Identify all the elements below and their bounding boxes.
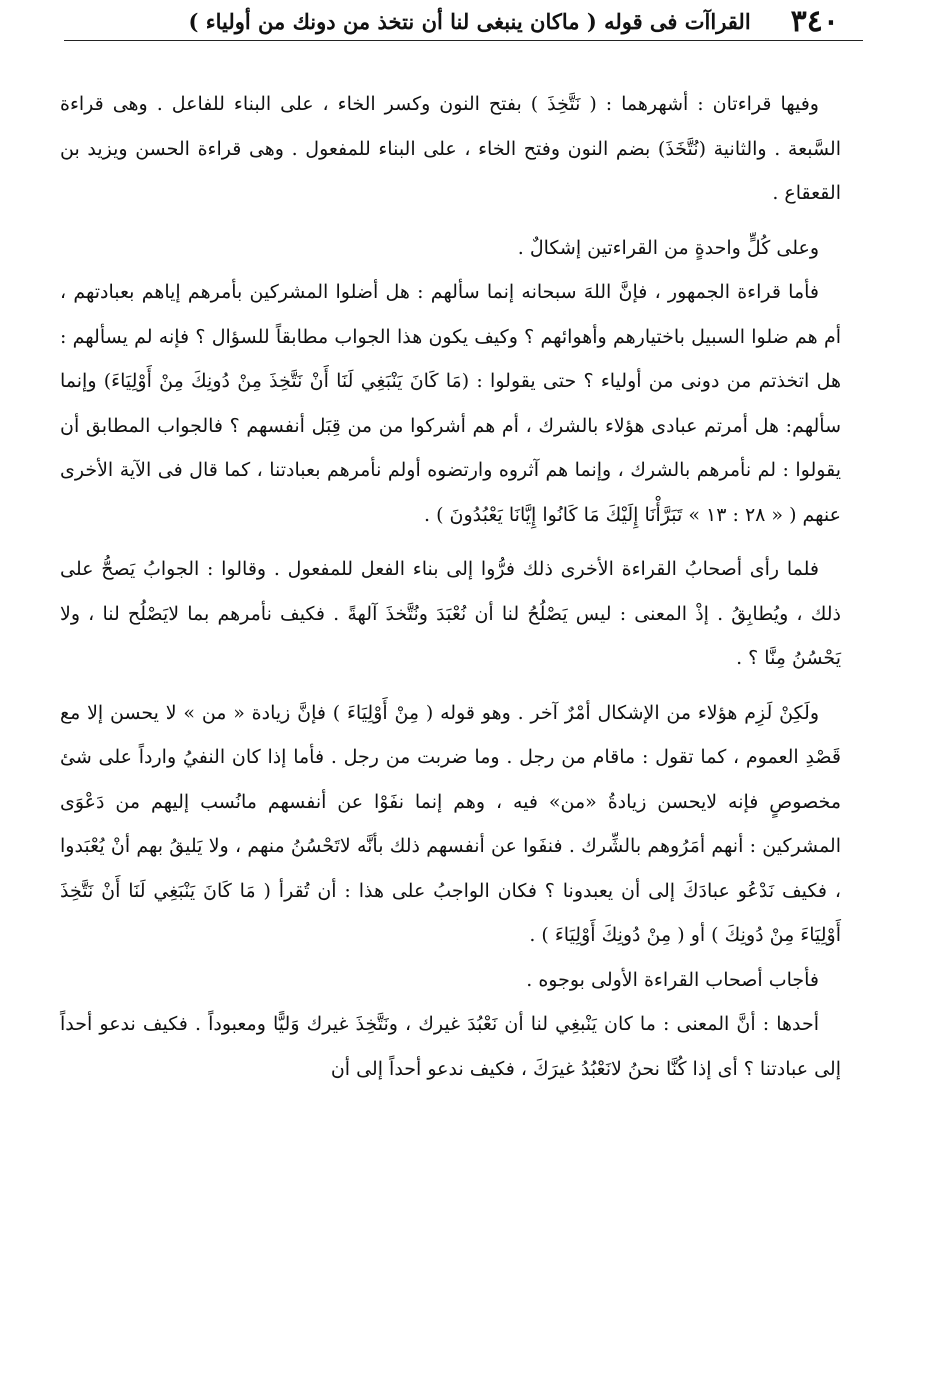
paragraph-majority-reading: فأما قراءة الجمهور ، فإنَّ اللهَ سبحانه إنما سألهم : هل أضلوا المشركين بأمرهم إياهم بعبادتهم ، أم هم ضلوا السبيل باختيارهم وأهوائهم ؟ وكيف يكون هذا الجواب مطابقاً للسؤال ؟ فإنه لم يسألهم : هل اتخذتم من دونى من أولياء ؟ حتى يقولوا : (مَا كَانَ يَنْبَغِي لَنَا أَنْ نَتَّخِذَ مِنْ دُونِكَ مِنْ أَوْلِيَاءَ) وإنما سألهم: هل أمرتم عبادى هؤلاء بالشرك ، أم هم أشركوا من من قِبَل أنفسهم ؟ فالجواب المطابق أن يقولوا : لم نأمرهم بالشرك ، وإنما هم آثروه وارتضوه أولم نأمرهم بعبادتنا ، كما قال فى الآية الأخرى عنهم ( « ٢٨ : ١٣ » تَبَرَّأْنَا إِلَيْكَ مَا كَانُوا إِيَّانَا يَعْبُدُونَ ) .: [60, 281, 841, 526]
running-title: القراآت فى قوله ( ماكان ينبغى لنا أن نتخذ من دونك من أولياء ): [188, 8, 751, 34]
paragraph-reply: فأجاب أصحاب القراءة الأولى بوجوه .: [526, 968, 819, 991]
page-number: ٣٤٠: [790, 3, 839, 39]
body-text: [60, 82, 841, 1101]
paragraph-passive-reading: فلما رأى أصحابُ القراءة الأخرى ذلك فرُّوا إلى بناء الفعل للمفعول . وقالوا : الجوابُ يَصحُّ على ذلك ، ويُطابِقُ . إذْ المعنى : ليس يَصْلُحُ لنا أن نُعْبَدَ ونُتَّخذَ آلهةً . فكيف نأمرهم بما لايَصْلُح لنا ، ولا يَحْسُنُ مِنَّا ؟ .: [60, 558, 841, 669]
paragraph-readings: وفيها قراءتان : أشهرهما : ( نَتَّخِذَ ) بفتح النون وكسر الخاء ، على البناء للفاعل . وهى قراءة السَّبعة . والثانية (نُتَّخَذَ) بضم النون وفتح الخاء ، على البناء للمفعول . وهى قراءة الحسن ويزيد بن القعقاع .: [60, 93, 841, 204]
header-rule: [64, 40, 863, 41]
page-header: [64, 3, 839, 39]
paragraph-first-aspect: أحدها : أنَّ المعنى : ما كان يَنْبغِي لنا أن نَعْبُدَ غيرك ، ونَتَّخِذَ غيرك وَليًّا ومعبوداً . فكيف ندعو أحداً إلى عبادتنا ؟ أى إذا كُنَّا نحنُ لانَعْبُدُ غيرَكَ ، فكيف ندعو أحداً إلى أن: [60, 1013, 841, 1080]
paragraph-problem: وعلى كُلٍّ واحدةٍ من القراءتين إشكالٌ .: [517, 236, 819, 259]
paragraph-min-problem: ولَكِنْ لَزِم هؤلاء من الإشكال أمْرٌ آخر . وهو قوله ( مِنْ أَوْلِيَاءَ ) فإنَّ زيادة « من » لا يحسن إلا مع قَصْدِ العموم ، كما تقول : ماقام من رجل . وما ضربت من رجل . فأما إذا كان النفيُ وارداً على شئ مخصوصٍ فإنه لايحسن زيادةُ «من» فيه ، وهم إنما نفَوْا عن أنفسهم مانُسب إليهم من دَعْوَى المشركين : أنهم أمَرُوهم بالشِّرك . فنفَوا عن أنفسهم ذلك بأنَّه لاتَحْسُنُ منهم ، ولا يَليقُ بهم أنْ يُعْبَدوا ، فكيف نَدْعُو عبادَكَ إلى أن يعبدونا ؟ فكان الواجبُ على هذا : أن تُقرأ ( مَا كَانَ يَنْبَغِي لَنَا أَنْ نَتَّخِذَ أَوْلِيَاءَ مِنْ دُونِكَ ) أو ( مِنْ دُونِكَ أَوْلِيَاءَ ) .: [60, 701, 841, 946]
